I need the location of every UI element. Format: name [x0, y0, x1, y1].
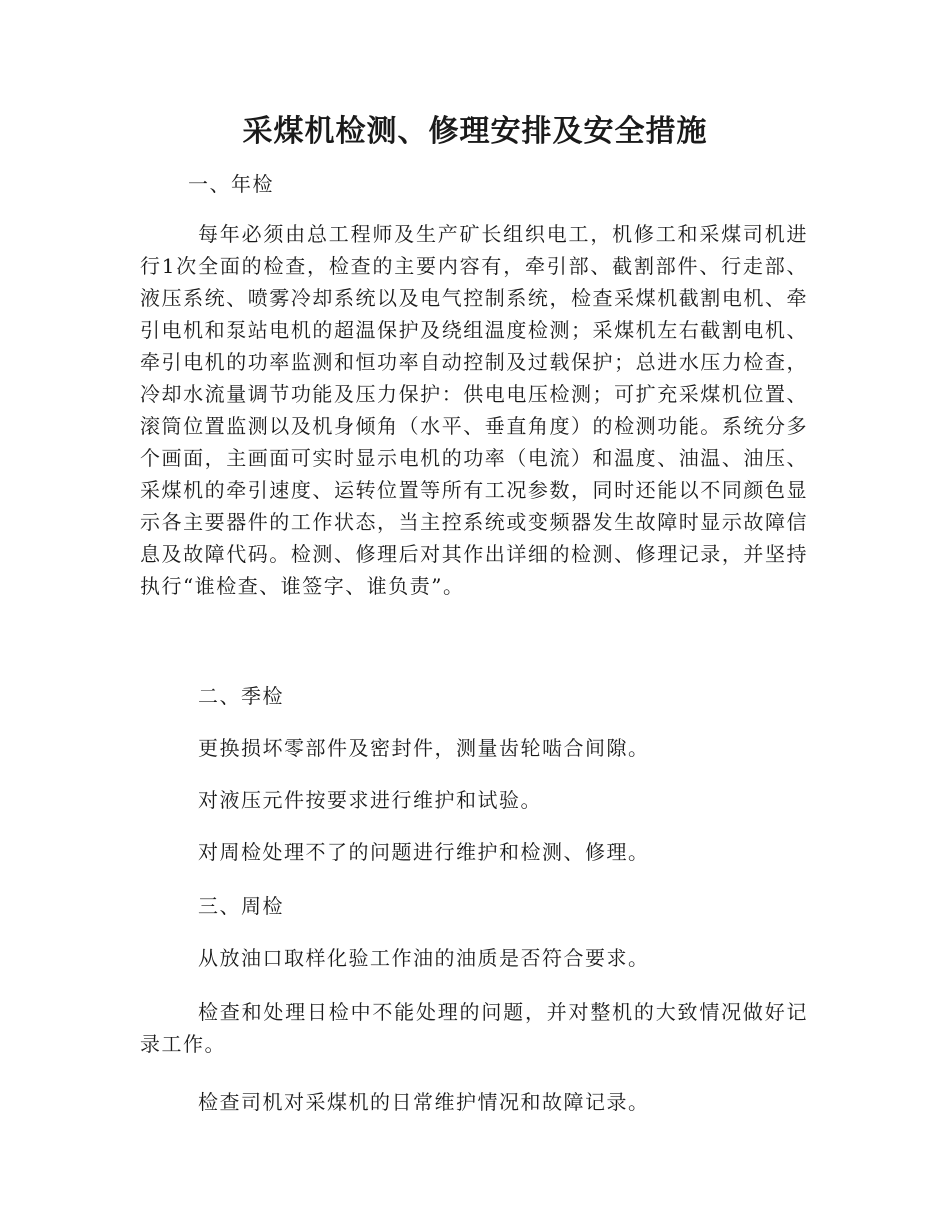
section-heading-quarterly: 二、季检	[198, 684, 284, 708]
paragraph-weekly-2: 检查和处理日检中不能处理的问题，并对整机的大致情况做好记录工作。	[140, 1000, 808, 1056]
section-heading-annual: 一、年检	[188, 172, 274, 196]
paragraph-weekly-3: 检查司机对采煤机的日常维护情况和故障记录。	[198, 1090, 650, 1114]
paragraph-weekly-1: 从放油口取样化验工作油的油质是否符合要求。	[198, 946, 650, 970]
paragraph-quarterly-2: 对液压元件按要求进行维护和试验。	[198, 788, 542, 812]
paragraph-annual-inspection: 每年必须由总工程师及生产矿长组织电工，机修工和采煤司机进行1次全面的检查，检查的主要内容有，牵引部、截割部件、行走部、液压系统、喷雾冷却系统以及电气控制系统，检查采煤机截割电机、牵引电机和泵站电机的超温保护及绕组温度检测；采煤机左右截割电机、牵引电机的功率监测和恒功率自动控制及过载保护；总进水压力检查，冷却水流量调节功能及压力保护：供电电压检测；可扩充采煤机位置、滚筒位置监测以及机身倾角（水平、垂直角度）的检测功能。系统分多个画面，主画面可实时显示电机的功率（电流）和温度、油温、油压、采煤机的牵引速度、运转位置等所有工况参数，同时还能以不同颜色显示各主要器件的工作状态，当主控系统或变频器发生故障时显示故障信息及故障代码。检测、修理后对其作出详细的检测、修理记录，并坚持执行“谁检查、谁签字、谁负责”。	[140, 222, 808, 598]
section-heading-weekly: 三、周检	[198, 894, 284, 918]
page-title: 采煤机检测、修理安排及安全措施	[242, 114, 708, 149]
paragraph-quarterly-3: 对周检处理不了的问题进行维护和检测、修理。	[198, 840, 650, 864]
paragraph-quarterly-1: 更换损坏零部件及密封件，测量齿轮啮合间隙。	[198, 736, 650, 760]
